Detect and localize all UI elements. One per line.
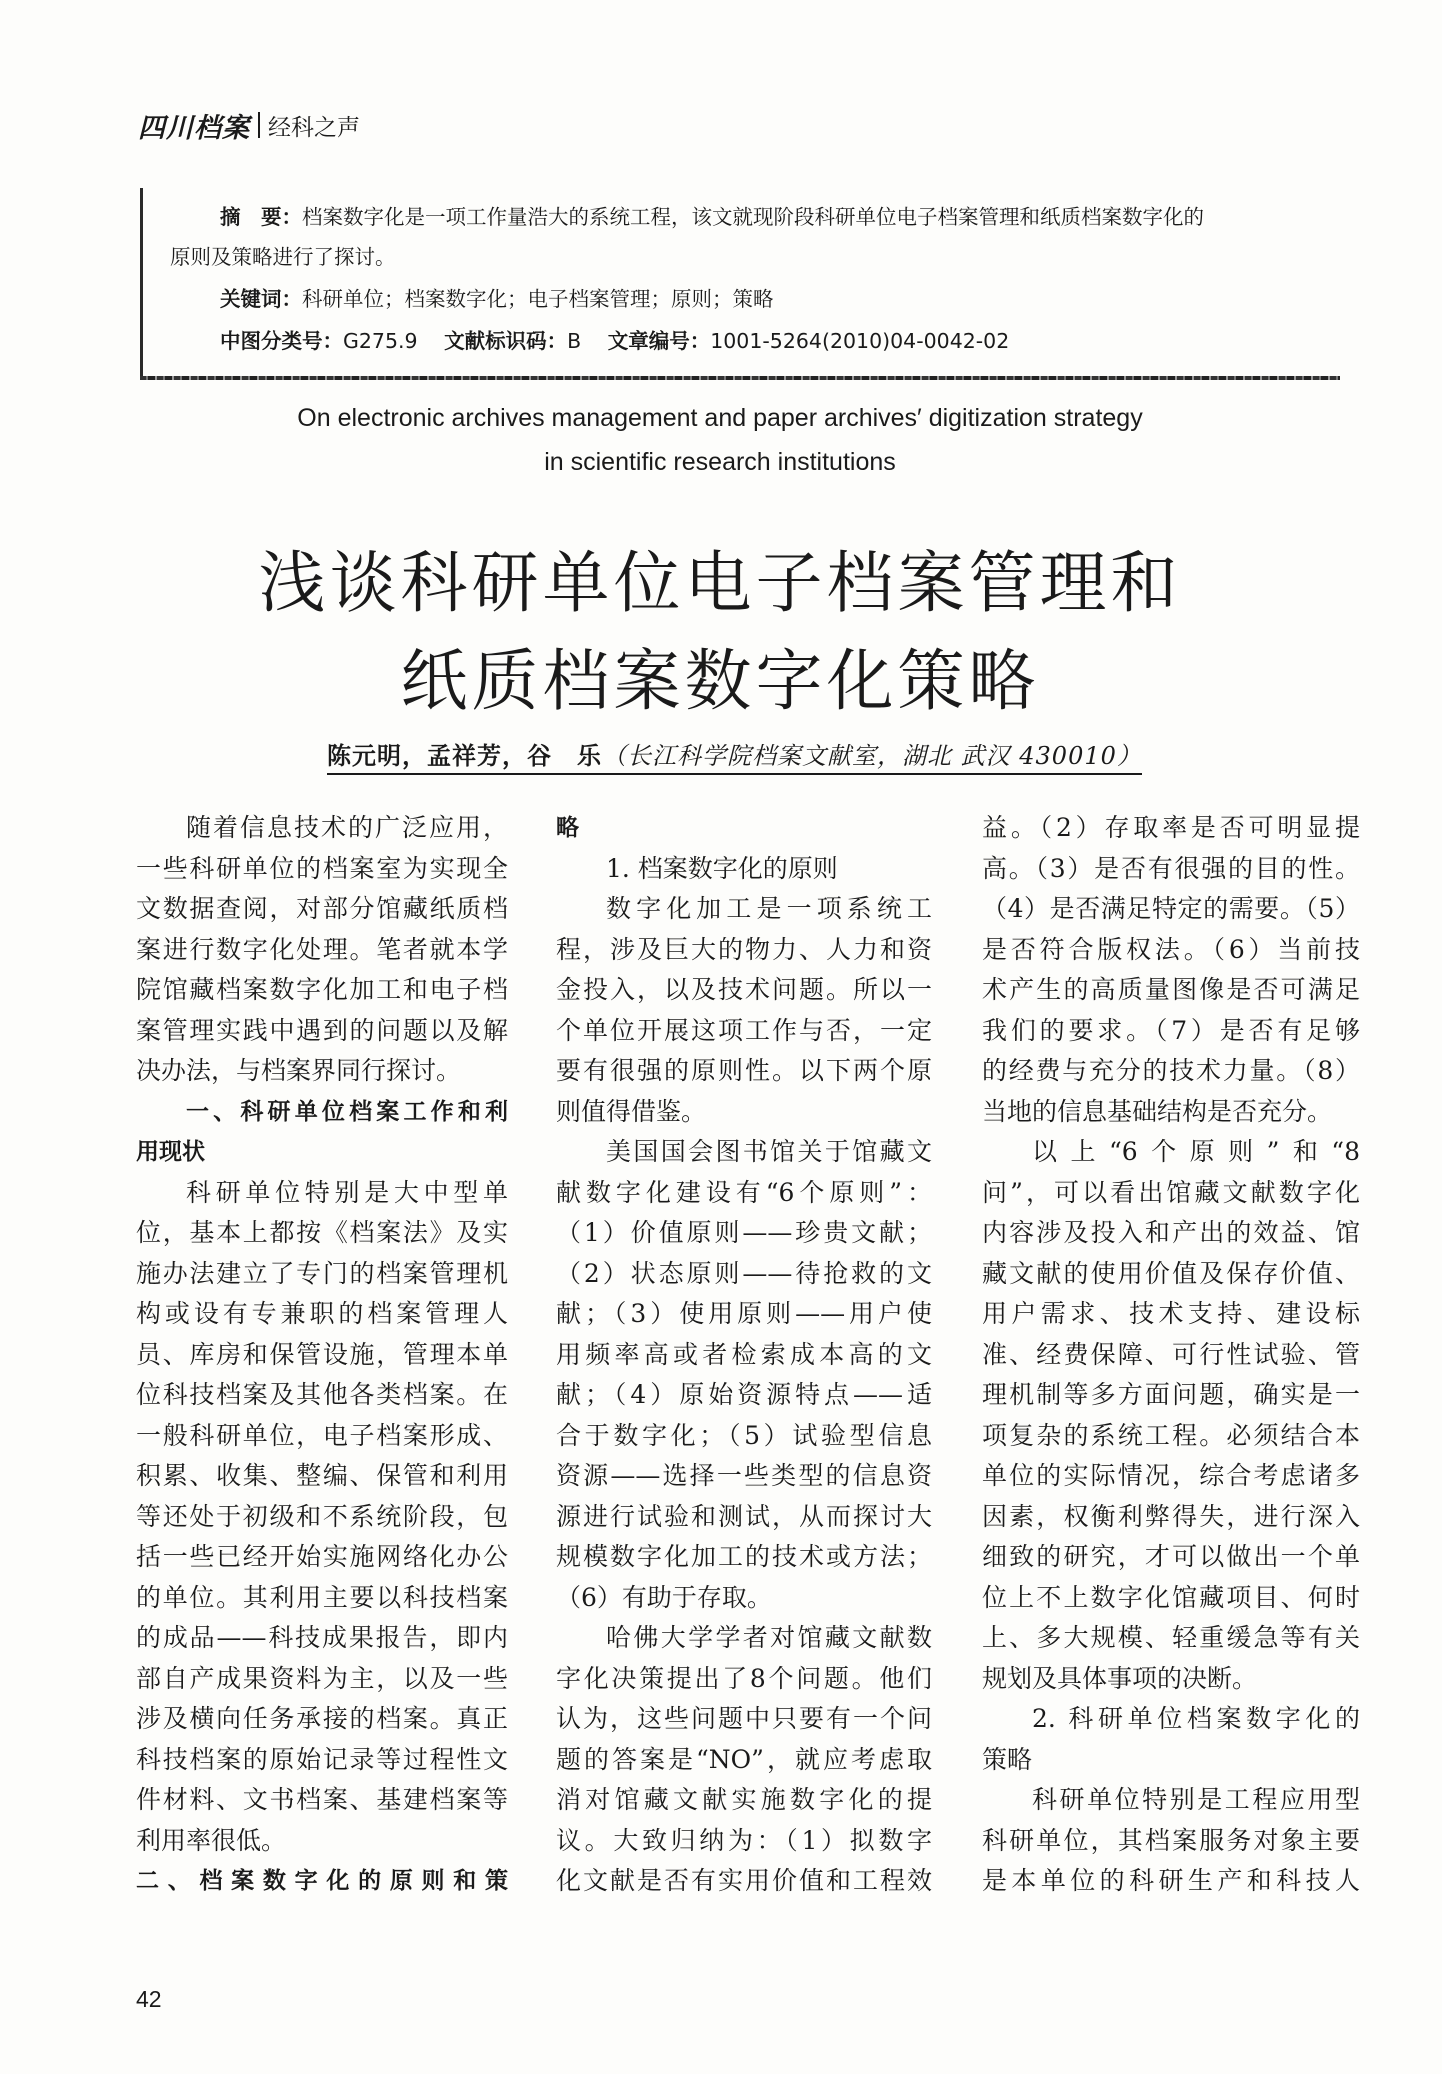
clc-value: G275.9 <box>343 329 418 353</box>
text-line: 议。大致归纳为：（1）拟数字 <box>556 1825 932 1855</box>
chinese-title-line-1: 浅谈科研单位电子档案管理和 <box>258 544 1182 622</box>
text-line: 我们的要求。（7）是否有足够 <box>982 1015 1360 1045</box>
text-line: （2）状态原则——待抢救的文 <box>556 1258 932 1288</box>
text-line: 则值得借鉴。 <box>556 1096 707 1126</box>
journal-header <box>138 108 360 142</box>
keywords-label: 关键词： <box>220 287 302 311</box>
text-line: 是否符合版权法。（6）当前技 <box>982 934 1360 964</box>
text-line: 构或设有专兼职的档案管理人 <box>136 1299 508 1328</box>
text-line: 利用率很低。 <box>136 1825 287 1855</box>
text-line: 理机制等多方面问题，确实是一 <box>982 1380 1360 1409</box>
text-line: 随着信息技术的广泛应用， <box>186 813 508 842</box>
text-line: 策略 <box>982 1744 1033 1774</box>
text-line: 科研单位，其档案服务对象主要 <box>982 1825 1360 1855</box>
text-line: 美国国会图书馆关于馆藏文 <box>606 1137 932 1166</box>
text-line: 细致的研究，才可以做出一个单 <box>982 1542 1360 1571</box>
text-line: 程，涉及巨大的物力、人力和资 <box>556 934 932 964</box>
text-line: 术产生的高质量图像是否可满足 <box>982 975 1360 1004</box>
text-line: 位科技档案及其他各类档案。在 <box>136 1380 508 1409</box>
text-line: 文数据查阅，对部分馆藏纸质档 <box>136 894 508 923</box>
text-line: 1. 档案数字化的原则 <box>606 853 838 883</box>
text-line: 哈佛大学学者对馆藏文献数 <box>606 1623 932 1652</box>
text-line: 当地的信息基础结构是否充分。 <box>982 1096 1333 1126</box>
text-line: 一般科研单位，电子档案形成、 <box>136 1420 508 1450</box>
text-line: 献；（3）使用原则——用户使 <box>556 1299 932 1328</box>
text-line: 案管理实践中遇到的问题以及解 <box>136 1015 508 1045</box>
text-line: 单位的实际情况，综合考虑诸多 <box>982 1461 1360 1490</box>
keywords-line <box>220 282 774 312</box>
text-line: 字化决策提出了8个问题。他们 <box>556 1663 932 1693</box>
english-title-line-2: in scientific research institutions <box>544 448 896 476</box>
abstract-line-1 <box>220 200 1204 230</box>
text-line: 科研单位特别是大中型单 <box>186 1177 508 1207</box>
text-line: 案进行数字化处理。笔者就本学 <box>136 934 508 964</box>
text-line: 数字化加工是一项系统工 <box>606 894 932 923</box>
text-line: 合于数字化；（5）试验型信息 <box>556 1420 932 1450</box>
text-line: 院馆藏档案数字化加工和电子档 <box>136 975 508 1004</box>
text-line: （1）价值原则——珍贵文献； <box>556 1218 932 1247</box>
text-line: 用现状 <box>136 1139 205 1165</box>
text-line: 括一些已经开始实施网络化办公 <box>136 1542 508 1571</box>
text-line: 2. 科研单位档案数字化的 <box>1032 1704 1360 1733</box>
text-line: 化文献是否有实用价值和工程效 <box>556 1866 932 1895</box>
text-line: （4）是否满足特定的需要。（5） <box>982 894 1360 923</box>
text-line: 高。（3）是否有很强的目的性。 <box>982 853 1360 883</box>
text-line: 项复杂的系统工程。必须结合本 <box>982 1420 1360 1450</box>
doc-code-value: B <box>567 329 582 353</box>
text-line: （6）有助于存取。 <box>556 1582 772 1612</box>
text-line: 员、库房和保管设施，管理本单 <box>136 1339 508 1369</box>
text-line: 源进行试验和测试，从而探讨大 <box>556 1501 932 1531</box>
column-name: 经科之声 <box>268 114 360 141</box>
author-line <box>327 736 1142 775</box>
abstract-line-2 <box>170 240 396 270</box>
text-line: 一些科研单位的档案室为实现全 <box>136 853 508 883</box>
text-line: 问”，可以看出馆藏文献数字化 <box>982 1177 1360 1207</box>
text-line: 规模数字化加工的技术或方法； <box>556 1542 932 1571</box>
text-line: 题的答案是“NO”，就应考虑取 <box>556 1744 932 1774</box>
text-line: 施办法建立了专门的档案管理机 <box>136 1258 508 1288</box>
page-number: 42 <box>136 1986 162 2012</box>
text-line: 献数字化建设有“6个原则”： <box>556 1177 932 1207</box>
text-line: 二、档案数字化的原则和策 <box>136 1868 508 1894</box>
text-line: 积累、收集、整编、保管和利用 <box>136 1461 508 1490</box>
text-line: 一、科研单位档案工作和利 <box>186 1098 508 1125</box>
english-title-line-1: On electronic archives management and paper archives′ digitization strategy <box>297 404 1143 432</box>
text-line: 藏文献的使用价值及保存价值、 <box>982 1258 1360 1288</box>
text-line: 位，基本上都按《档案法》及实 <box>136 1218 508 1247</box>
text-line: 上、多大规模、轻重缓急等有关 <box>982 1623 1360 1652</box>
text-line: 科研单位特别是工程应用型 <box>1032 1785 1360 1814</box>
abstract-label: 摘 要： <box>220 205 302 229</box>
abstract-left-rule <box>140 188 143 378</box>
keywords-text: 科研单位；档案数字化；电子档案管理；原则；策略 <box>302 287 774 311</box>
text-line: 的成品——科技成果报告，即内 <box>136 1623 508 1652</box>
clc-label: 中图分类号： <box>220 329 343 353</box>
text-line: 以上“6个原则”和“8 <box>1032 1137 1360 1166</box>
text-line: 是本单位的科研生产和科技人 <box>982 1866 1360 1895</box>
text-line: 科技档案的原始记录等过程性文 <box>136 1744 508 1774</box>
text-line: 用户需求、技术支持、建设标 <box>982 1299 1360 1328</box>
text-line: 内容涉及投入和产出的效益、馆 <box>982 1218 1360 1247</box>
classification-line <box>220 324 1009 354</box>
abstract-text-2: 原则及策略进行了探讨。 <box>170 245 396 269</box>
abstract-text-1: 档案数字化是一项工作量浩大的系统工程，该文就现阶段科研单位电子档案管理和纸质档案数字化的 <box>302 205 1204 229</box>
text-line: 准、经费保障、可行性试验、管 <box>982 1339 1360 1369</box>
text-line: 要有很强的原则性。以下两个原 <box>556 1056 932 1085</box>
chinese-title-line-2: 纸质档案数字化策略 <box>400 642 1040 720</box>
body-column-1 <box>136 808 508 1902</box>
text-line: 件材料、文书档案、基建档案等 <box>136 1785 508 1814</box>
text-line: 等还处于初级和不系统阶段，包 <box>136 1501 508 1531</box>
article-no-label: 文章编号： <box>607 329 711 353</box>
text-line: 消对馆藏文献实施数字化的提 <box>556 1785 932 1814</box>
body-column-2 <box>556 808 932 1902</box>
author-affiliation: （长江科学院档案文献室，湖北 武汉 430010） <box>602 742 1142 770</box>
journal-logo: 四川档案 <box>138 112 250 144</box>
text-line: 益。（2）存取率是否可明显提 <box>982 813 1360 842</box>
text-line: 位上不上数字化馆藏项目、何时 <box>982 1582 1360 1612</box>
abstract-box <box>140 188 1330 380</box>
article-no-value: 1001-5264(2010)04-0042-02 <box>710 329 1010 353</box>
text-line: 决办法，与档案界同行探讨。 <box>136 1056 462 1085</box>
doc-code-label: 文献标识码： <box>444 329 568 353</box>
text-line: 金投入，以及技术问题。所以一 <box>556 975 932 1004</box>
body-column-3 <box>982 808 1360 1902</box>
header-divider <box>258 112 260 138</box>
text-line: 个单位开展这项工作与否，一定 <box>556 1015 932 1045</box>
text-line: 因素，权衡利弊得失，进行深入 <box>982 1501 1360 1531</box>
abstract-bottom-rule <box>140 376 1340 380</box>
text-line: 的单位。其利用主要以科技档案 <box>136 1582 508 1612</box>
text-line: 献；（4）原始资源特点——适 <box>556 1380 932 1409</box>
text-line: 部自产成果资料为主，以及一些 <box>136 1663 508 1693</box>
text-line: 略 <box>556 815 579 841</box>
text-line: 的经费与充分的技术力量。（8） <box>982 1056 1360 1085</box>
text-line: 涉及横向任务承接的档案。真正 <box>136 1704 508 1733</box>
author-names: 陈元明，孟祥芳，谷 乐 <box>327 742 602 770</box>
text-line: 认为，这些问题中只要有一个问 <box>556 1704 932 1733</box>
text-line: 资源——选择一些类型的信息资 <box>556 1461 932 1490</box>
text-line: 用频率高或者检索成本高的文 <box>556 1339 932 1369</box>
text-line: 规划及具体事项的决断。 <box>982 1663 1258 1693</box>
